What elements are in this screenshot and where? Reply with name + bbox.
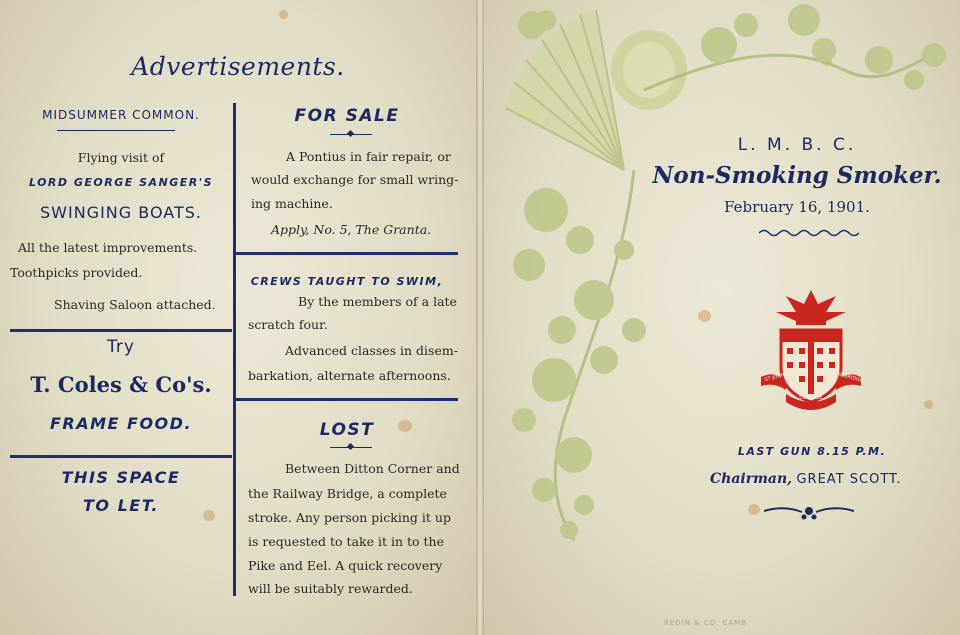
ad-title: FOR SALE (294, 106, 400, 126)
crest-scroll-center: COLLEGE (799, 395, 823, 401)
chairman-label: Chairman, (710, 471, 793, 487)
ad-title: MIDSUMMER COMMON. (42, 108, 200, 122)
ad-line: TO LET. (83, 496, 159, 515)
section-divider (10, 455, 232, 458)
section-divider (236, 398, 458, 401)
ad-line: A Pontius in fair repair, or (286, 149, 451, 164)
ad-line: will be suitably rewarded. (248, 581, 413, 596)
ad-line: SWINGING BOATS. (40, 203, 202, 222)
chairman-line (710, 470, 960, 489)
ad-line: the Railway Bridge, a complete (248, 486, 447, 501)
ad-title: CREWS TAUGHT TO SWIM, (250, 275, 444, 288)
last-gun-time: LAST GUN 8.15 P.M. (737, 445, 887, 458)
ad-line: barkation, alternate afternoons. (248, 368, 451, 383)
cover-page (484, 0, 960, 635)
ad-line: Toothpicks provided. (10, 265, 143, 280)
wavy-rule (759, 228, 859, 238)
ad-line: scratch four. (248, 317, 328, 332)
event-title: Non-Smoking Smoker. (652, 162, 942, 189)
page-heading: Advertisements. (131, 52, 345, 81)
ad-line: Flying visit of (77, 150, 165, 165)
column-divider (233, 103, 236, 596)
crest-scroll-left: ST JOHN'S (764, 370, 790, 384)
ad-line: T. Coles & Co's. (30, 372, 212, 397)
event-date: February 16, 1901. (724, 198, 870, 216)
ad-line: FRAME FOOD. (49, 414, 193, 433)
ad-line: would exchange for small wring- (251, 172, 459, 187)
ad-line: is requested to take it in to the (248, 534, 444, 549)
advertisements-page (0, 0, 476, 635)
printer-imprint: REDIN & CO. CAMB (664, 619, 747, 627)
ornament-diamond (347, 443, 354, 450)
ad-line: Pike and Eel. A quick recovery (248, 558, 443, 573)
foxing-spot (279, 10, 288, 19)
ad-line: THIS SPACE (61, 468, 181, 487)
binding-gutter (476, 0, 484, 635)
ad-line: Try (107, 337, 135, 357)
ad-line: Advanced classes in disem- (285, 343, 458, 358)
ad-line: By the members of a late (298, 294, 457, 309)
crest-scroll-right: CAMBRIDGE (832, 370, 864, 384)
ornament-flourish-icon (764, 503, 854, 521)
ad-title: LOST (319, 420, 375, 440)
club-name: L. M. B. C. (737, 135, 857, 155)
ad-line: Shaving Saloon attached. (54, 297, 216, 312)
rule (57, 130, 175, 131)
ad-line: ing machine. (251, 196, 333, 211)
ad-line: LORD GEORGE SANGER'S (28, 176, 214, 189)
chairman-name: GREAT SCOTT. (796, 472, 902, 487)
section-divider (236, 252, 458, 255)
college-crest-icon (756, 282, 866, 422)
ad-line: stroke. Any person picking it up (248, 510, 451, 525)
ad-line: All the latest improvements. (18, 240, 198, 255)
section-divider (10, 329, 232, 332)
floral-fan-decoration (484, 0, 960, 635)
ornament-diamond (347, 130, 354, 137)
ad-line: Between Ditton Corner and (285, 461, 460, 476)
ad-line: Apply, No. 5, The Granta. (271, 222, 432, 237)
